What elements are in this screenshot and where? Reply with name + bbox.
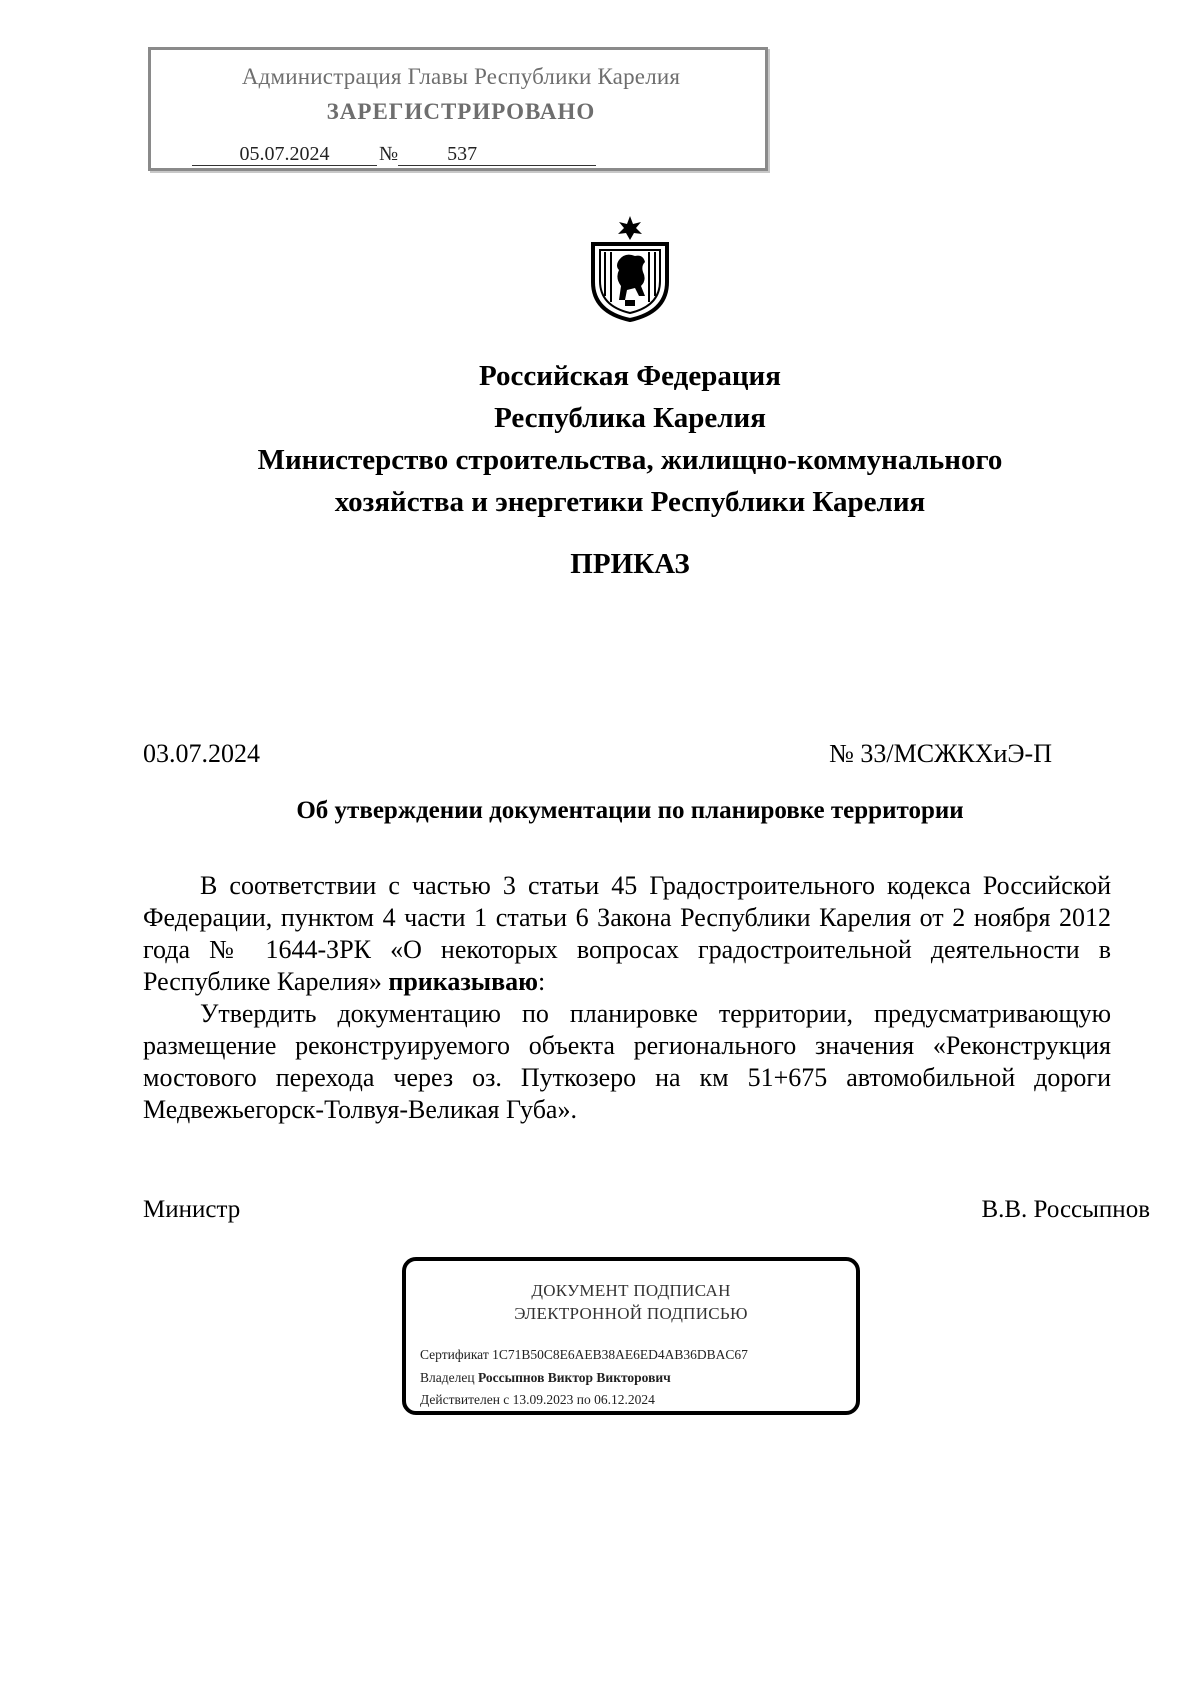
certificate-value: 1C71B50C8E6AEB38AE6ED4AB36DBAC67 [492,1347,748,1362]
document-type-title: ПРИКАЗ [570,548,690,580]
validity-from: 13.09.2023 [512,1392,574,1407]
signatory-name: В.В. Россыпнов [981,1196,1150,1223]
karelia-coat-of-arms-icon [585,214,675,324]
order-date: 03.07.2024 [143,739,260,768]
registration-authority: Администрация Главы Республики Карелия [241,64,681,89]
order-body [143,870,1111,1126]
header-ministry-line2: хозяйства и энергетики Республики Карелия [334,486,926,518]
owner-value: Россыпнов Виктор Викторович [477,1370,671,1385]
registration-details [192,143,596,166]
registration-number-label: № [379,143,399,165]
body-paragraph-2: Утвердить документацию по планировке территории, предусматривающую размещение реконструируемого объекта регионального значения «Реконструкция мостового перехода через оз. Путкозеро на км 51+675 автомобильной дороги Медвежьегорск-Толвуя-Великая Губа». [143,999,1111,1124]
esignature-certificate [420,1347,748,1363]
body-paragraph-1-end: : [538,967,546,996]
owner-label: Владелец [420,1370,475,1385]
header-country: Российская Федерация [479,360,781,392]
header-republic: Республика Карелия [494,402,766,434]
registration-number: 537 [398,143,596,166]
registration-date: 05.07.2024 [192,143,377,166]
electronic-signature-stamp [402,1257,860,1415]
certificate-label: Сертификат [420,1347,489,1362]
ministry-header [0,355,1200,523]
body-paragraph-1 [143,870,1111,998]
registration-status: ЗАРЕГИСТРИРОВАНО [326,99,596,124]
registration-stamp [148,47,768,171]
order-subject: Об утверждении документации по планировке территории [296,797,964,824]
esignature-heading-line1: ДОКУМЕНТ ПОДПИСАН [531,1281,731,1300]
order-number: № 33/МСЖКХиЭ-П [829,739,1052,768]
validity-to-label: по [576,1392,591,1407]
validity-to: 06.12.2024 [594,1392,655,1407]
validity-label: Действителен с [420,1392,510,1407]
esignature-validity [420,1392,655,1408]
signatory-role: Министр [143,1196,241,1223]
esignature-owner [420,1370,671,1386]
body-paragraph-1-order-word: приказываю [388,967,539,996]
header-ministry-line1: Министерство строительства, жилищно-коммунального [257,444,1003,476]
body-paragraph-1-text: В соответствии с частью 3 статьи 45 Градостроительного кодекса Российской Федерации, пунктом 4 части 1 статьи 6 Закона Республики Карелия от 2 ноября 2012 года № 1644-ЗРК «О некоторых вопросах градостроительной деятельности в Республике Карелия» [143,871,1111,996]
esignature-heading-line2: ЭЛЕКТРОННОЙ ПОДПИСЬЮ [514,1304,748,1323]
esignature-heading [406,1279,856,1325]
